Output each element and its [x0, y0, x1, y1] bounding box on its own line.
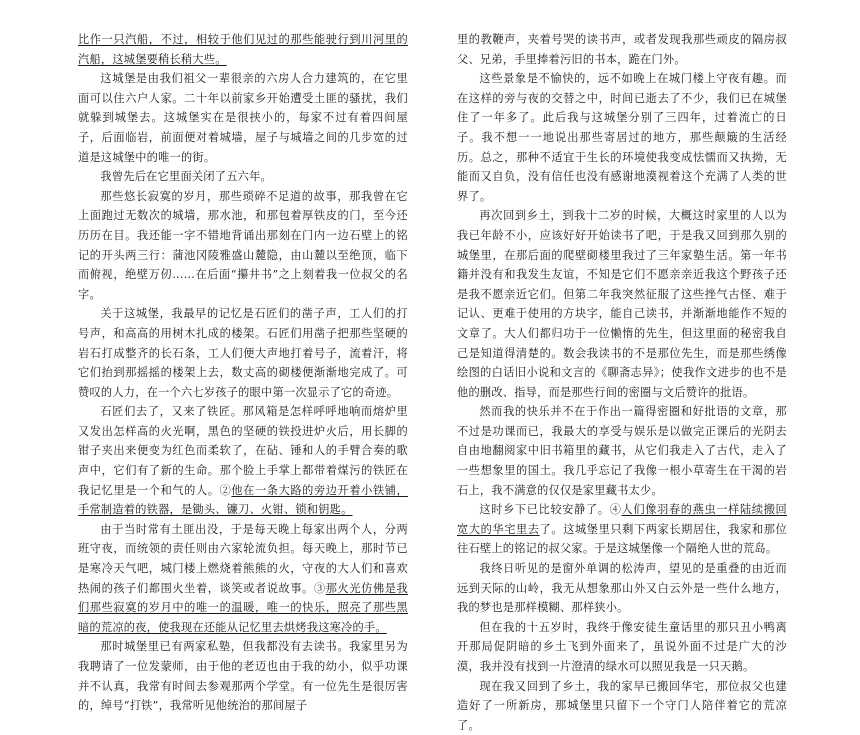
paragraph: 那些悠长寂寞的岁月，那些琐碎不足道的故事，那我曾在它上面跑过无数次的城墙，那水池，和那包着厚铁皮的门，至今还历历在目。我还能一字不错地背诵出那刻在门内一边石壁上的铭记的开头两三行：蒲池冈陵雅盛山麓隐，由山麓以至绝顶，临下而俯视，绝壁万仞……在后面“攥井书”之上刻着我一位叔父的名字。: [78, 189, 408, 301]
paragraph-text: 了。这城堡里只剩下两家长期居住，我家和那位往石壁上的铭记的叔父家。于是这城堡像一个隔绝人世的荒岛。: [457, 522, 787, 556]
paragraph: 关于这城堡，我最早的记忆是石匠们的凿子声，工人们的打号声，和高高的用树木扎成的楼架。石匠们用凿子把那些坚硬的岩石打成整齐的长石条，工人们便大声地打着号子，流着汗，将它们抬到那摇摇的楼架上去，数丈高的砌楼便渐渐地完成了。可赞叹的人力，在一个六七岁孩子的眼中第一次显示了它的奇迹。: [78, 307, 408, 399]
paragraph: [457, 500, 787, 559]
underlined-sentence: 人们像羽春的燕虫一样陆续搬回宽大的华宅里去: [457, 503, 787, 536]
paragraph: 这些景象是不愉快的，远不如晚上在城门楼上守夜有趣。而在这样的旁与夜的交替之中，时间已逝去了不少，我们已在城堡住了一年多了。此后我与这城堡分别了三四年，过着流亡的日子。我不想一一地说出那些寄居过的地方，那些颠簸的生活经历。总之，那种不适宜于生长的环境使我变成怯懦而又执拗，无能而又自负，没有信任也没有感谢地漠视着这个充满了人类的世界了。: [457, 72, 787, 203]
paragraph: 那时城堡里已有两家私塾，但我都没有去读书。我家里另为我聘请了一位发蒙师，由于他的老迈也由于我的幼小，似乎功课并不认真，我常有时间去参观那两个学堂。有一位先生是很厉害的，绰号“打铁”，我常听见他统治的那间屋子: [78, 640, 408, 713]
paragraph: 这城堡是由我们祖父一辈很亲的六房人合力建筑的，在它里面可以住六户人家。二十年以前家乡开始遭受土匪的骚扰，我们就躲到城堡去。这城堡实在是很挟小的，每家不过有着四间屋子，后面临岩，前面便对着城墙，屋子与城墙之间的几步宽的过道是这城堡中的唯一的街。: [78, 72, 408, 164]
paragraph-text: 由于当时常有土匪出没，于是每天晚上每家出两个人，分两班守夜，而统领的责任则由六家轮流负担。每天晚上，那时节已是寒冷天气吧，城门楼上燃烧着熊熊的火，守夜的大人们和喜欢热闹的孩子们都围火坐着，谈笑或者说故事。③: [78, 522, 408, 595]
paragraph: 现在我又回到了乡土，我的家早已搬回华宅，那位叔父也建造好了一所新房，那城堡里只留下一个守门人陪伴着它的荒凉了。: [457, 679, 787, 732]
paragraph: 我曾先后在它里面关闭了五六年。: [100, 170, 272, 184]
underlined-sentence: 他在一条大路的旁边开着小铁铺，手常制造着的铁器，是锄头、镰刀、火钳、锁和钥匙。: [78, 483, 408, 517]
paragraph: [78, 30, 408, 69]
underlined-sentence: 那火光仿佛是我们那些寂寞的岁月中的唯一的温暖，唯一的快乐，照亮了那些黑暗的荒凉的夜，使我现在还能从记忆里去烘烤我这寒冷的手。: [78, 581, 408, 634]
paragraph: [78, 520, 408, 638]
paragraph: 但在我的十五岁时，我终于像安徒生童话里的那只丑小鸭离开那局促阴暗的乡土飞到外面来了，虽说外面不过是广大的沙漠，我并没有找到一片澄清的绿水可以照见我是一只天鹅。: [457, 620, 787, 673]
underlined-sentence: 比作一只汽船，不过，相较于他们见过的那些能驶行到川河里的汽船，这城堡要稍长稍大些。: [78, 33, 408, 66]
paragraph-text: 这时乡下已比较安静了。④: [479, 503, 622, 517]
left-column: [78, 30, 408, 716]
paragraph: [78, 402, 408, 520]
right-column: [457, 30, 787, 735]
paragraph-text: 石匠们去了，又来了铁匠。那风箱是怎样呼呼地响而熔炉里又发出怎样高的火光啊，黑色的坚硬的铁投进炉火后，用长脚的钳子夹出来便变为红色而柔软了，在砧、锤和人的手臂合奏的歌声中，它们有了新的生命。那个脸上手掌上都带着煤污的铁匠在我记忆里是一个和气的人。②: [78, 405, 408, 497]
paragraph: 里的教鞭声，夹着号哭的读书声，或者发现我那些顽皮的隔房叔父、兄弟，手里捧着污旧的书本，跪在门外。: [457, 33, 787, 66]
paragraph: 再次回到乡土，到我十二岁的时候，大概这时家里的人以为我已年龄不小，应该好好开始读书了吧，于是我又回到那久别的城堡里，在那后面的爬壁砌楼里我过了三年家塾生活。第一年书籍并没有和我发生友谊，不知是它们不愿亲亲近我这个野孩子还是我不愿亲近它们。但第二年我突然征服了这些挫气古怪、难于记认、更难于使用的方块字，能自己读书，并渐渐地能作不短的文章了。大人们都归功于一位懒惰的先生，但这里面的秘密我自己是知道得清楚的。数会我读书的不是那位先生，而是那些绣像绘图的白话旧小说和文言的《聊斋志异》；使我作文进步的也不是他的删改、指导，而是那些行间的密圈与文后赞许的批语。: [457, 209, 787, 399]
paragraph: 然而我的快乐并不在于作出一篇得密圈和好批语的文章，那不过是功课而已，我最大的享受与娱乐是以做完正课后的光阴去自由地翻阅家中旧书箱里的藏书，从它们我走入了古代，走入了一些想象里的国土。我几乎忘记了我像一根小草寄生在干渴的岩石上，我不满意的仅仅是家里藏书太少。: [457, 405, 787, 497]
paragraph: 我终日听见的是窗外单调的松涛声，望见的是重叠的由近而远到天际的山岭，我无从想象那山外又白云外是一些什么地方，我的梦也是那样模糊、那样狭小。: [457, 562, 787, 615]
